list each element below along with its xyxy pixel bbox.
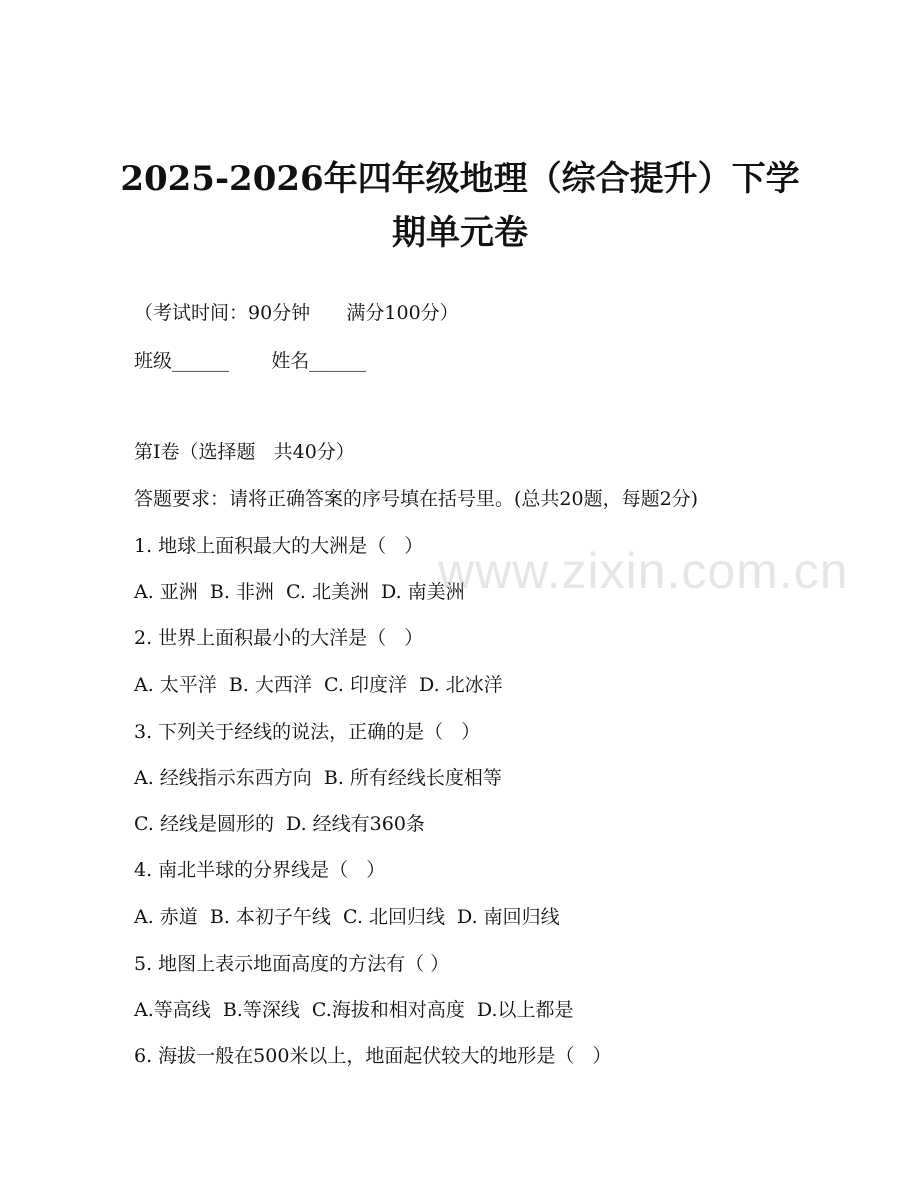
question-1: 1. 地球上面积最大的大洲是（ ） xyxy=(134,535,424,557)
question-2: 2. 世界上面积最小的大洋是（ ） xyxy=(134,627,424,649)
watermark-text: www.zixin.com.cn xyxy=(438,543,849,599)
class-name-line: 班级______ 姓名______ xyxy=(134,350,367,372)
question-5: 5. 地图上表示地面高度的方法有（ ） xyxy=(134,953,450,975)
exam-info: （考试时间：90分钟 满分100分） xyxy=(134,302,459,324)
question-3-options-cd: C. 经线是圆形的 D. 经线有360条 xyxy=(134,813,425,835)
title-line-1: 2025-2026年四年级地理（综合提升）下学 xyxy=(120,159,800,199)
question-3-options-ab: A. 经线指示东西方向 B. 所有经线长度相等 xyxy=(134,767,502,789)
question-5-options: A.等高线 B.等深线 C.海拔和相对高度 D.以上都是 xyxy=(134,999,574,1021)
question-1-options: A. 亚洲 B. 非洲 C. 北美洲 D. 南美洲 xyxy=(134,581,465,603)
document-title xyxy=(60,152,860,260)
question-2-options: A. 太平洋 B. 大西洋 C. 印度洋 D. 北冰洋 xyxy=(134,674,503,696)
title-line-2: 期单元卷 xyxy=(392,213,528,253)
instructions: 答题要求：请将正确答案的序号填在括号里。(总共20题，每题2分) xyxy=(134,488,699,510)
question-6: 6. 海拔一般在500米以上，地面起伏较大的地形是（ ） xyxy=(134,1045,612,1067)
section-heading: 第I卷（选择题 共40分） xyxy=(134,441,355,463)
question-4-options: A. 赤道 B. 本初子午线 C. 北回归线 D. 南回归线 xyxy=(134,906,560,928)
question-3: 3. 下列关于经线的说法，正确的是（ ） xyxy=(134,721,481,743)
question-4: 4. 南北半球的分界线是（ ） xyxy=(134,859,386,881)
